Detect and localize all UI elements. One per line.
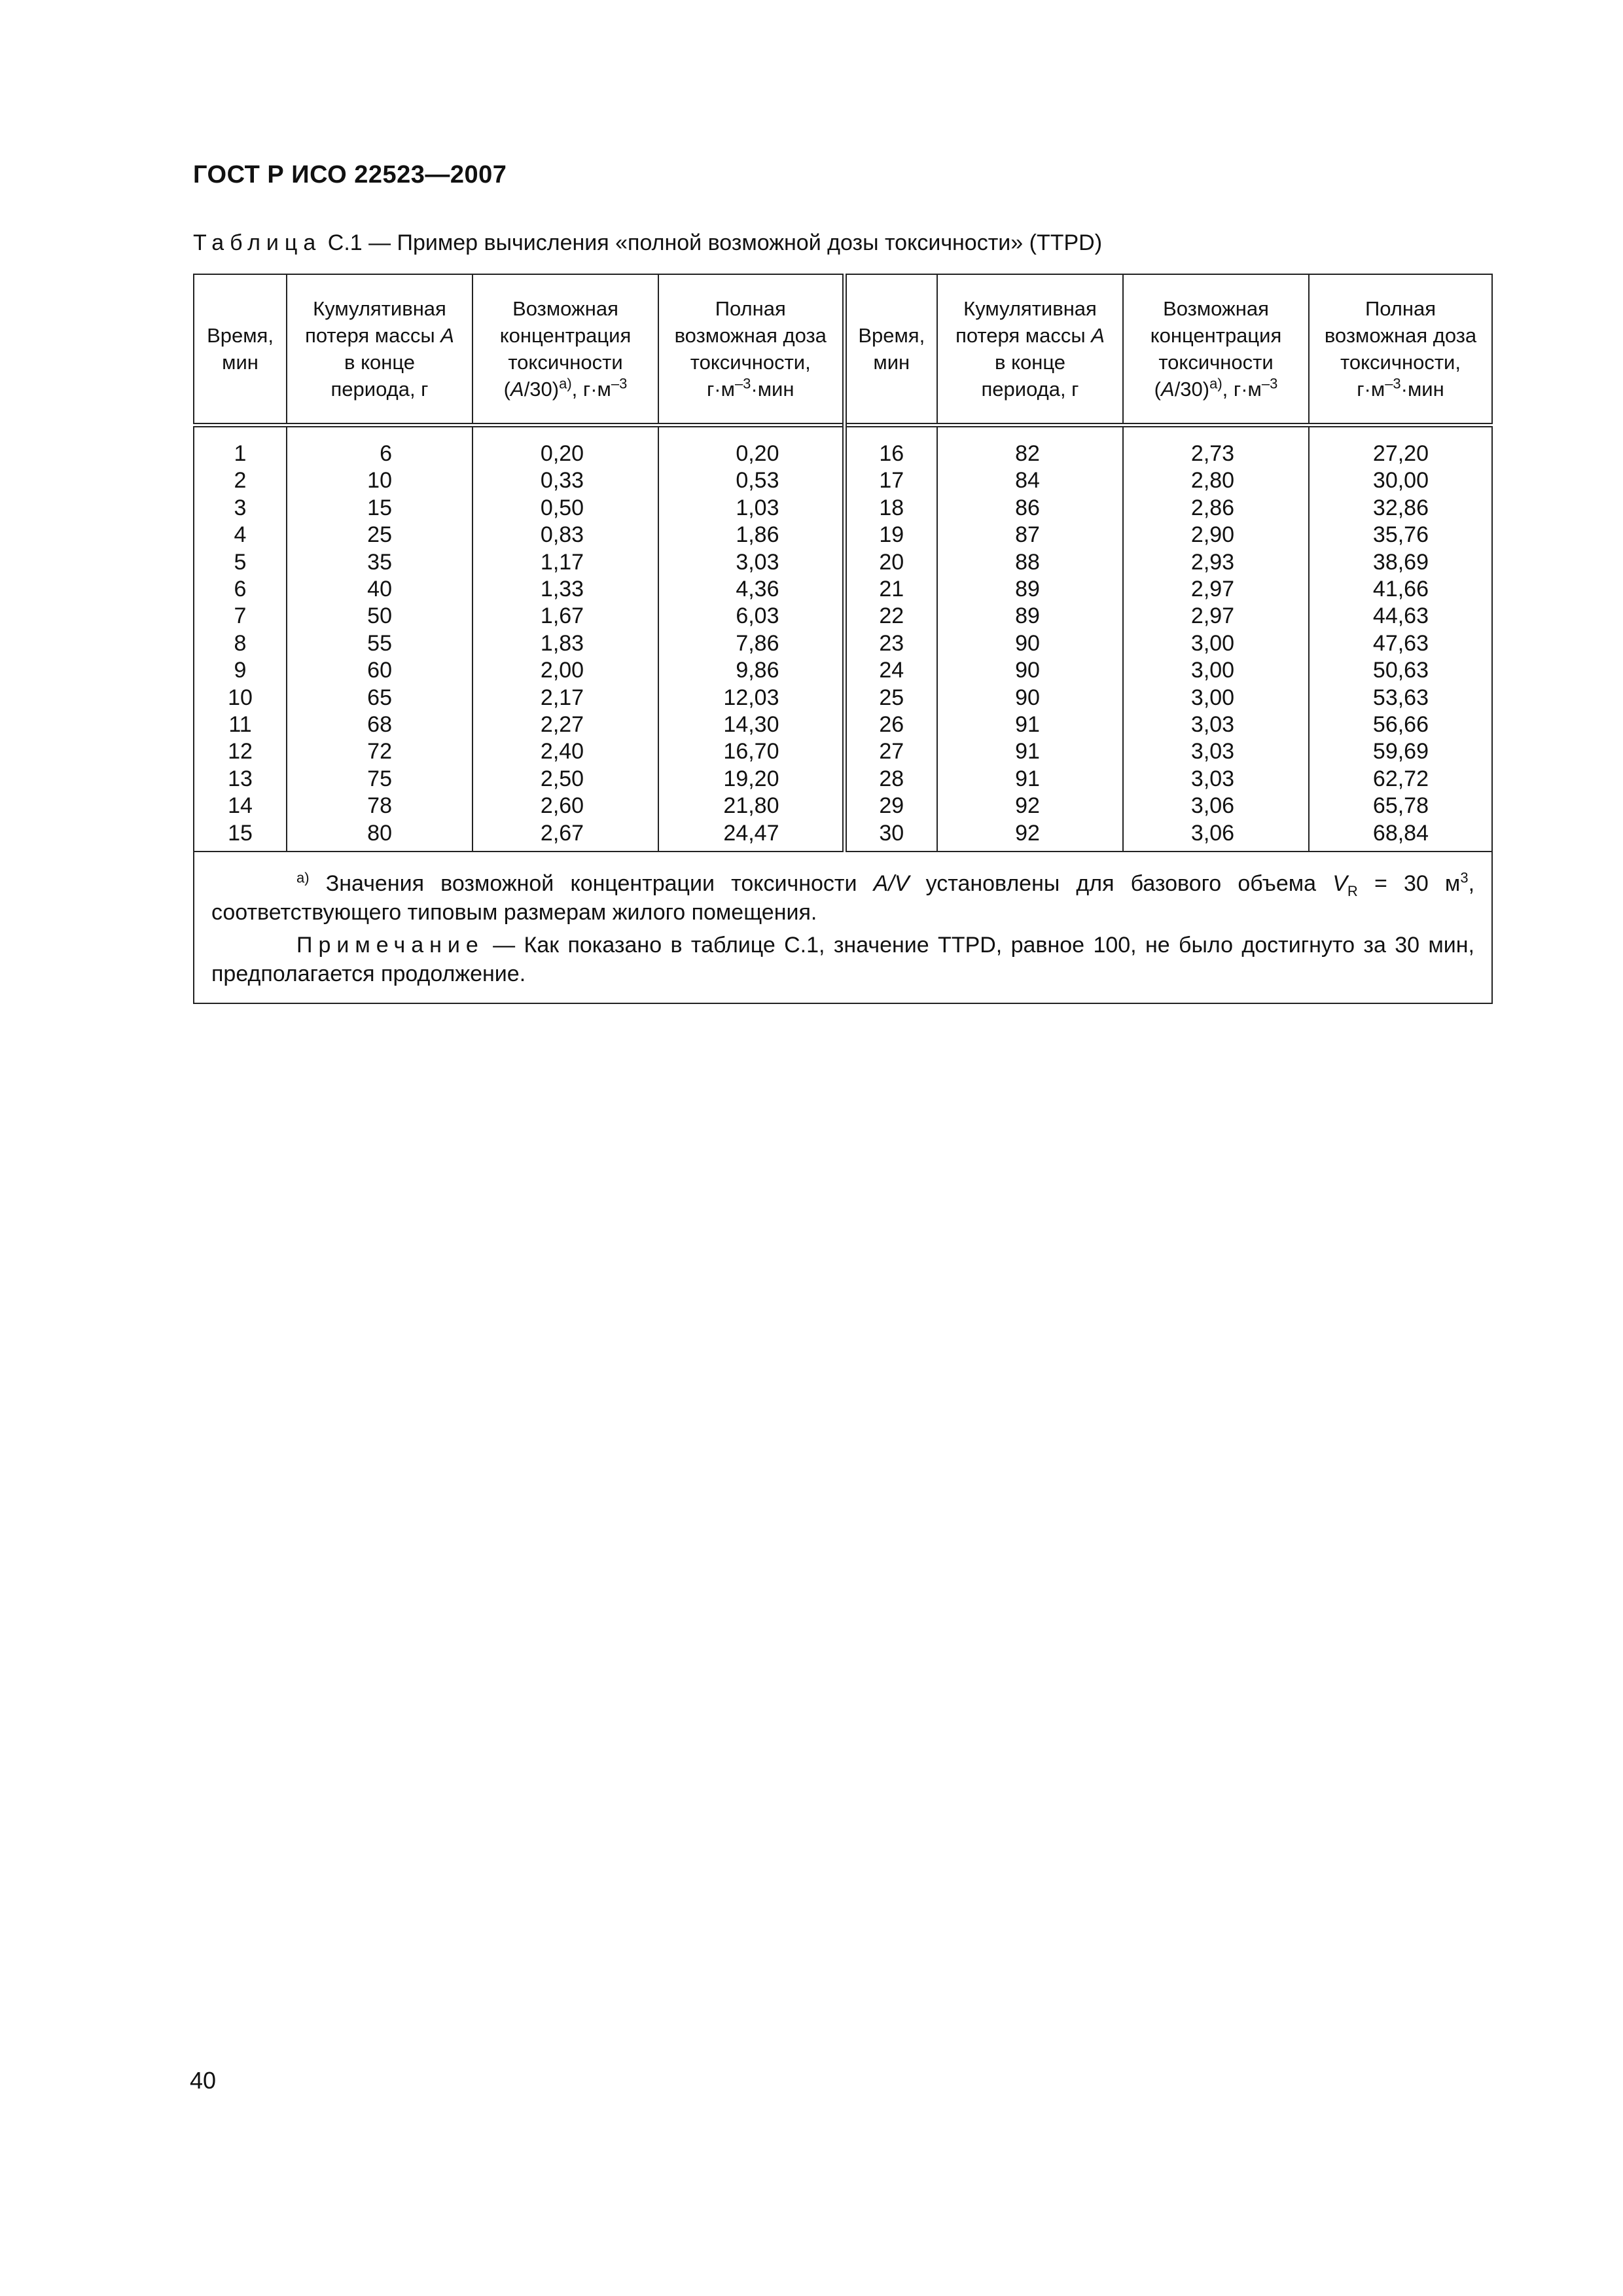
table-cell: 2,73 [1190, 441, 1235, 466]
table-cell: 2,80 [1190, 468, 1235, 493]
header-conc-right: Возможная концентрация токсичности $(A/30)^{а)}$, $г\cdot м^{-3}$ [1123, 274, 1309, 425]
table-cell: 2,27 [540, 712, 584, 738]
table-cell: 92 [1015, 820, 1040, 846]
table-cell: 24 [879, 658, 904, 683]
table-cell: 1,17 [540, 549, 584, 575]
table-cell: 4 [234, 522, 247, 548]
table-cell: 0,83 [540, 522, 584, 548]
table-cell: 1,67 [540, 603, 584, 629]
table-cell: 11 [228, 712, 252, 738]
table-cell: 0,33 [540, 468, 584, 493]
column-conc-left [473, 425, 658, 852]
table-cell: 91 [1015, 739, 1040, 764]
table-cell: 44,63 [1372, 603, 1429, 629]
table-cell: 15 [367, 495, 392, 520]
table-cell: 20 [879, 549, 904, 575]
table-cell: 30,00 [1372, 468, 1429, 493]
table-cell: 6 [234, 577, 247, 602]
table-cell: 12,03 [723, 685, 779, 710]
table-cell: 2,97 [1190, 577, 1235, 602]
header-time-right: Время, мин [844, 274, 937, 425]
column-dose-right [1309, 425, 1492, 852]
table-cell: 1,33 [540, 577, 584, 602]
table-cell: 50 [367, 603, 392, 629]
table-cell: 3,00 [1190, 630, 1235, 656]
table-cell: 78 [367, 793, 392, 819]
table-cell: 14 [228, 793, 253, 819]
footnote: $^{а)}$ Значения возможной концентрации токсичности A/V установлены для базового объема $V_R = 30$ $м^3$, соответствующего типовым размерам жилого помещения. [211, 869, 1475, 925]
table-cell: 3,03 [1190, 766, 1235, 791]
table-cell: 9 [234, 658, 247, 683]
table-cell: 6 [380, 441, 392, 466]
table-cell: 26 [879, 712, 904, 738]
table-cell: 5 [234, 549, 247, 575]
table-cell: 28 [879, 766, 904, 791]
table-cell: 21,80 [723, 793, 779, 819]
table-cell: 87 [1015, 522, 1040, 548]
table-cell: 40 [367, 577, 392, 602]
table-cell: 3,06 [1190, 793, 1235, 819]
table-cell: 15 [228, 820, 253, 846]
table-cell: 90 [1015, 685, 1040, 710]
header-dose-right: Полная возможная доза токсичности, $г\cdot м^{-3}\cdot мин$ [1309, 274, 1492, 425]
table-cell: 3,03 [736, 549, 779, 575]
table-cell: 13 [228, 766, 253, 791]
table-cell: 3,00 [1190, 658, 1235, 683]
table-cell: 88 [1015, 549, 1040, 575]
table-cell: 35 [367, 549, 392, 575]
ttpd-table [193, 274, 1493, 1004]
table-header-row [194, 274, 1492, 425]
table-cell: 10 [367, 468, 392, 493]
table-cell: 2,40 [540, 739, 584, 764]
table-cell: 7 [234, 603, 247, 629]
table-footer-row [194, 852, 1492, 1003]
table-cell: 86 [1015, 495, 1040, 520]
table-cell: 92 [1015, 793, 1040, 819]
document-header: ГОСТ Р ИСО 22523—2007 [193, 161, 507, 188]
table-cell: 27 [879, 739, 904, 764]
table-cell: 10 [228, 685, 253, 710]
table-cell: 56,66 [1372, 712, 1429, 738]
table-cell: 6,03 [736, 603, 779, 629]
table-cell: 30 [879, 820, 904, 846]
table-cell: 0,50 [540, 495, 584, 520]
table-cell: 2,97 [1190, 603, 1235, 629]
table-cell: 3,00 [1190, 685, 1235, 710]
table-cell: 1,83 [540, 630, 584, 656]
table-cell: 2,60 [540, 793, 584, 819]
page-number: 40 [190, 2067, 217, 2094]
column-conc-right [1123, 425, 1309, 852]
table-footer [194, 852, 1492, 1003]
table-cell: 68 [367, 712, 392, 738]
table-cell: 32,86 [1372, 495, 1429, 520]
table-cell: 65,78 [1372, 793, 1429, 819]
column-mass-right [937, 425, 1123, 852]
table-cell: 3,03 [1190, 739, 1235, 764]
table-cell: 18 [879, 495, 904, 520]
table-cell: 62,72 [1372, 766, 1429, 791]
table-cell: 91 [1015, 766, 1040, 791]
table-cell: 59,69 [1372, 739, 1429, 764]
table-cell: 68,84 [1372, 820, 1429, 846]
table-cell: 38,69 [1372, 549, 1429, 575]
table-cell: 2,67 [540, 820, 584, 846]
header-conc-left: Возможная концентрация токсичности $(A/30)^{а)}$, $г\cdot м^{-3}$ [473, 274, 658, 425]
header-mass-left: Кумулятивная потеря массы A в конце периода, г [287, 274, 473, 425]
table-cell: 14,30 [723, 712, 779, 738]
column-dose-left [658, 425, 844, 852]
table-cell: 0,20 [736, 441, 779, 466]
table-cell: 8 [234, 630, 247, 656]
header-dose-left: Полная возможная доза токсичности, $г\cdot м^{-3}\cdot мин$ [658, 274, 844, 425]
table-cell: 47,63 [1372, 630, 1429, 656]
table-caption [193, 230, 1102, 256]
table-cell: 2 [234, 468, 247, 493]
table-cell: 25 [367, 522, 392, 548]
table-cell: 3,03 [1190, 712, 1235, 738]
caption-text: С.1 — Пример вычисления «полной возможной дозы токсичности» (TTPD) [321, 230, 1103, 255]
column-mass-left [287, 425, 473, 852]
table-cell: 84 [1015, 468, 1040, 493]
table-cell: 2,90 [1190, 522, 1235, 548]
table-cell: 65 [367, 685, 392, 710]
table-cell: 72 [367, 739, 392, 764]
table-cell: 16 [879, 441, 904, 466]
table-cell: 1,03 [736, 495, 779, 520]
table-cell: 82 [1015, 441, 1040, 466]
table-cell: 29 [879, 793, 904, 819]
column-time-right [844, 425, 937, 852]
table-cell: 24,47 [723, 820, 779, 846]
table-cell: 89 [1015, 577, 1040, 602]
table-cell: 27,20 [1372, 441, 1429, 466]
table-cell: 90 [1015, 630, 1040, 656]
table-cell: 2,17 [540, 685, 584, 710]
table-note: Примечание — Как показано в таблице С.1, значение TTPD, равное 100, не было достигнуто за 30 мин, предполагается продолжение. [211, 933, 1474, 987]
table-cell: 1,86 [736, 522, 779, 548]
table-cell: 4,36 [736, 577, 779, 602]
column-time-left [194, 425, 287, 852]
table-cell: 2,00 [540, 658, 584, 683]
header-mass-right: Кумулятивная потеря массы A в конце периода, г [937, 274, 1123, 425]
table-container [193, 274, 1491, 1004]
table-cell: 23 [879, 630, 904, 656]
table-cell: 80 [367, 820, 392, 846]
table-cell: 19 [879, 522, 904, 548]
table-cell: 22 [879, 603, 904, 629]
table-cell: 41,66 [1372, 577, 1429, 602]
table-cell: 3,06 [1190, 820, 1235, 846]
table-cell: 0,53 [736, 468, 779, 493]
table-cell: 90 [1015, 658, 1040, 683]
table-cell: 75 [367, 766, 392, 791]
table-cell: 17 [879, 468, 904, 493]
table-cell: 12 [228, 739, 253, 764]
table-cell: 2,50 [540, 766, 584, 791]
table-cell: 53,63 [1372, 685, 1429, 710]
table-cell: 21 [879, 577, 904, 602]
table-cell: 89 [1015, 603, 1040, 629]
table-cell: 3 [234, 495, 247, 520]
table-cell: 2,86 [1190, 495, 1235, 520]
table-cell: 0,20 [540, 441, 584, 466]
header-time-left: Время, мин [194, 274, 287, 425]
table-cell: 16,70 [723, 739, 779, 764]
table-cell: 35,76 [1372, 522, 1429, 548]
caption-word: Таблица [193, 230, 322, 255]
table-cell: 55 [367, 630, 392, 656]
table-cell: 91 [1015, 712, 1040, 738]
table-cell: 60 [367, 658, 392, 683]
table-cell: 25 [879, 685, 904, 710]
table-cell: 50,63 [1372, 658, 1429, 683]
table-body-row [194, 425, 1492, 852]
table-cell: 7,86 [736, 630, 779, 656]
table-cell: 9,86 [736, 658, 779, 683]
table-cell: 2,93 [1190, 549, 1235, 575]
table-cell: 1 [234, 441, 247, 466]
table-cell: 19,20 [723, 766, 779, 791]
